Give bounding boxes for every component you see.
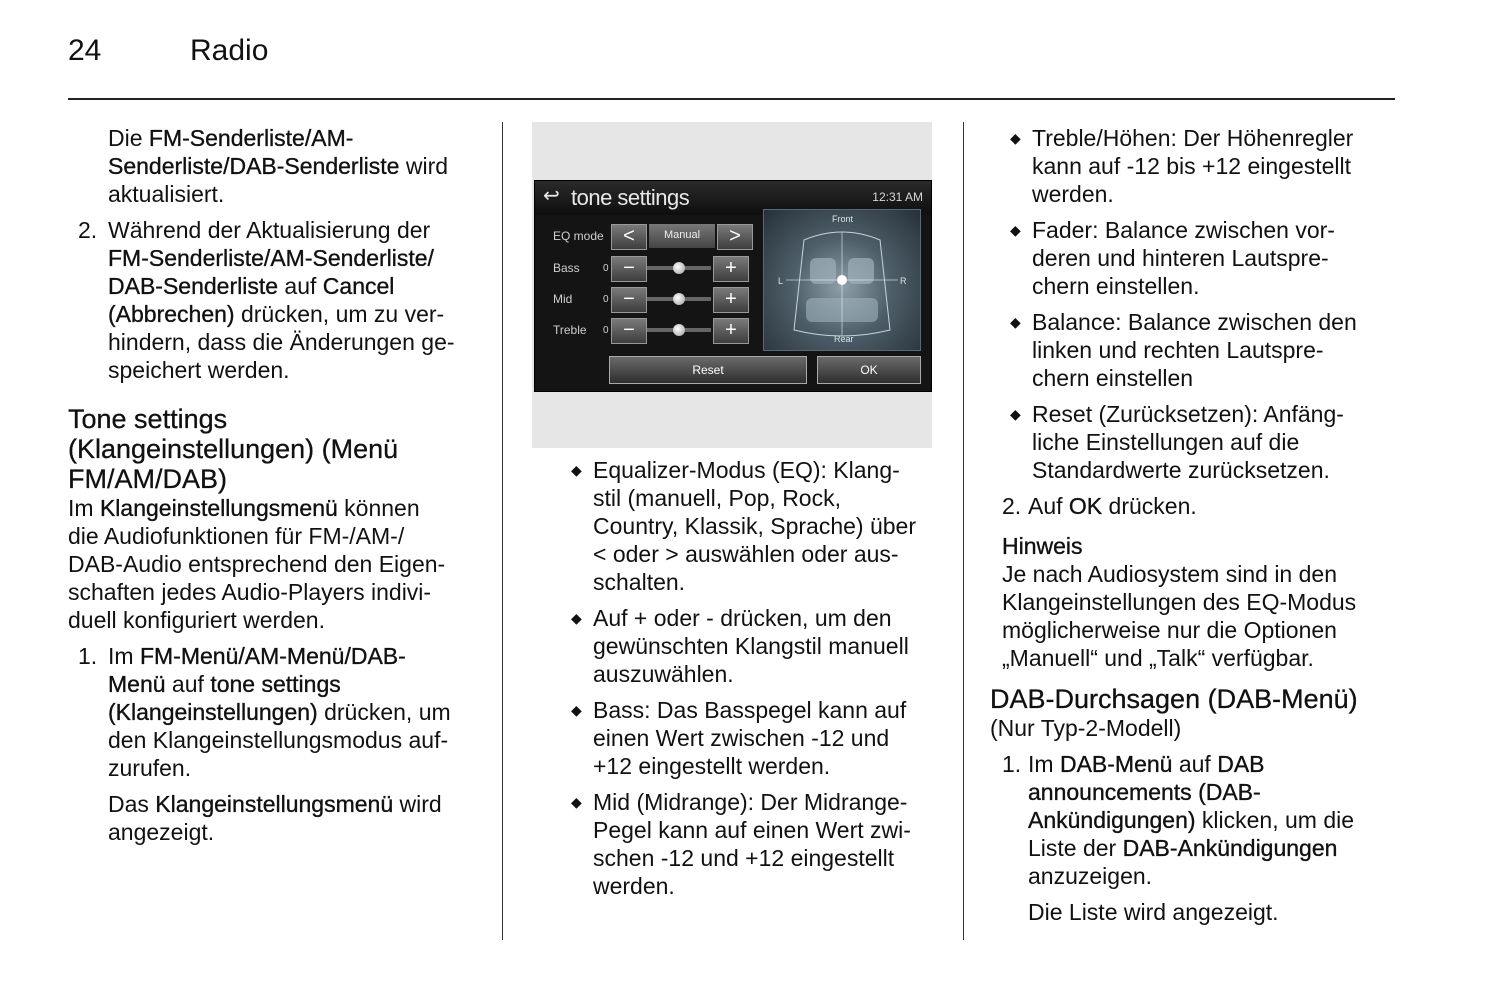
- mid-value: 0: [603, 294, 609, 305]
- bullet-icon: ◆: [1010, 314, 1021, 330]
- car-fader-balance-map: [763, 209, 921, 351]
- bullet-icon: ◆: [571, 610, 582, 626]
- bullet-balance: ◆ Balance: Balance zwischen den linken und rechten Lautspre- chern einstellen: [1010, 309, 1357, 391]
- bullet-plus-minus: ◆ Auf + oder - drücken, um den gewünschten Klangstil manuell auszuwählen.: [571, 605, 909, 687]
- eq-prev-button: <: [611, 224, 647, 250]
- note-title: Hinweis: [1002, 533, 1083, 559]
- ok-button: OK: [817, 356, 921, 384]
- list-update-text: Die FM-Senderliste/AM- Senderliste/DAB-Senderliste wird aktualisiert.: [108, 125, 449, 207]
- eq-mode-label: EQ mode: [553, 229, 604, 243]
- treble-slider-knob: [673, 324, 685, 336]
- mid-label: Mid: [553, 292, 573, 306]
- bullet-icon: ◆: [1010, 130, 1021, 146]
- bullet-icon: ◆: [571, 702, 582, 718]
- eq-mode-value: Manual: [649, 224, 715, 248]
- bullet-icon: ◆: [571, 462, 582, 478]
- header-rule: [68, 98, 1395, 100]
- dab-step-1: 1. Im DAB-Menü auf DAB announcements (DAB- Ankündigungen) klicken, um die Liste der DAB-Ankündigungen anzuzeigen.: [1002, 751, 1355, 889]
- bass-plus-button: +: [713, 256, 749, 282]
- step-1: 1. Im FM-Menü/AM-Menü/DAB- Menü auf tone settings (Klangeinstellungen) drücken, um den Klangeinstellungsmodus auf- zurufen.: [78, 643, 451, 781]
- intro-paragraph: Im Klangeinstellungsmenü können die Audiofunktionen für FM-/AM-/ DAB-Audio entsprechend den Eigen- schaften jedes Audio-Players indivi- duell konfiguriert werden.: [68, 495, 446, 633]
- right-label: R: [900, 276, 907, 286]
- bullet-eq-mode: ◆ Equalizer-Modus (EQ): Klang- stil (manuell, Pop, Rock, Country, Klassik, Sprache) über < oder > auswählen oder aus- schalten.: [571, 457, 916, 595]
- left-label: L: [778, 276, 784, 286]
- column-divider-right: [963, 122, 964, 940]
- eq-next-button: >: [717, 224, 753, 250]
- mid-minus-button: −: [611, 287, 647, 313]
- column-divider-left: [502, 122, 503, 940]
- back-icon: ↩: [543, 185, 560, 207]
- dab-subheading: (Nur Typ-2-Modell): [990, 715, 1182, 741]
- bass-value: 0: [603, 263, 609, 274]
- car-seats-icon: [764, 210, 920, 350]
- treble-minus-button: −: [611, 318, 647, 344]
- section-heading-tone-settings: Tone settings (Klangeinstellungen) (Menü FM/AM/DAB): [68, 404, 399, 494]
- column-2: [571, 456, 951, 900]
- bullet-mid: ◆ Mid (Midrange): Der Midrange- Pegel kann auf einen Wert zwi- schen -12 und +12 eingestellt werden.: [571, 789, 911, 899]
- bass-label: Bass: [553, 261, 580, 275]
- step-2-ok: 2. Auf OK drücken.: [1002, 493, 1197, 519]
- front-label: Front: [832, 214, 854, 224]
- mid-plus-button: +: [713, 287, 749, 313]
- bullet-fader: ◆ Fader: Balance zwischen vor- deren und hinteren Lautspre- chern einstellen.: [1010, 217, 1335, 299]
- treble-label: Treble: [553, 323, 587, 337]
- step-2: 2. Während der Aktualisierung der FM-Senderliste/AM-Senderliste/ DAB-Senderliste auf Cancel (Abbrechen) drücken, um zu ver- hindern, dass die Änderungen ge- speichert werden.: [78, 217, 455, 383]
- mid-slider-knob: [673, 293, 685, 305]
- bullet-icon: ◆: [571, 794, 582, 810]
- step-1-result: Das Klangeinstellungsmenü wird angezeigt.: [108, 791, 442, 845]
- bullet-icon: ◆: [1010, 222, 1021, 238]
- bullet-icon: ◆: [1010, 406, 1021, 422]
- note-block: Hinweis Je nach Audiosystem sind in den Klangeinstellungen des EQ-Modus möglicherweise nur die Optionen „Manuell“ und „Talk“ verfügbar.: [1002, 533, 1357, 671]
- dab-step-1-result: Die Liste wird angezeigt.: [1028, 899, 1279, 925]
- page-number: 24: [68, 34, 102, 67]
- treble-value: 0: [603, 325, 609, 336]
- column-1: [68, 124, 488, 846]
- treble-plus-button: +: [713, 318, 749, 344]
- screen-clock: 12:31 AM: [872, 190, 923, 204]
- tone-settings-screenshot: [534, 180, 932, 392]
- bullet-treble: ◆ Treble/Höhen: Der Höhenregler kann auf -12 bis +12 eingestellt werden.: [1010, 125, 1354, 207]
- section-heading-dab: DAB-Durchsagen (DAB-Menü): [990, 684, 1358, 714]
- screen-title: tone settings: [571, 185, 690, 210]
- column-3: [990, 124, 1402, 926]
- reset-button: Reset: [609, 356, 807, 384]
- bass-slider-knob: [673, 262, 685, 274]
- rear-label: Rear: [834, 334, 854, 344]
- bullet-bass: ◆ Bass: Das Basspegel kann auf einen Wert zwischen -12 und +12 eingestellt werden.: [571, 697, 907, 779]
- bullet-reset: ◆ Reset (Zurücksetzen): Anfäng- liche Einstellungen auf die Standardwerte zurücksetzen.: [1010, 401, 1344, 483]
- chapter-title: Radio: [190, 34, 269, 67]
- bass-minus-button: −: [611, 256, 647, 282]
